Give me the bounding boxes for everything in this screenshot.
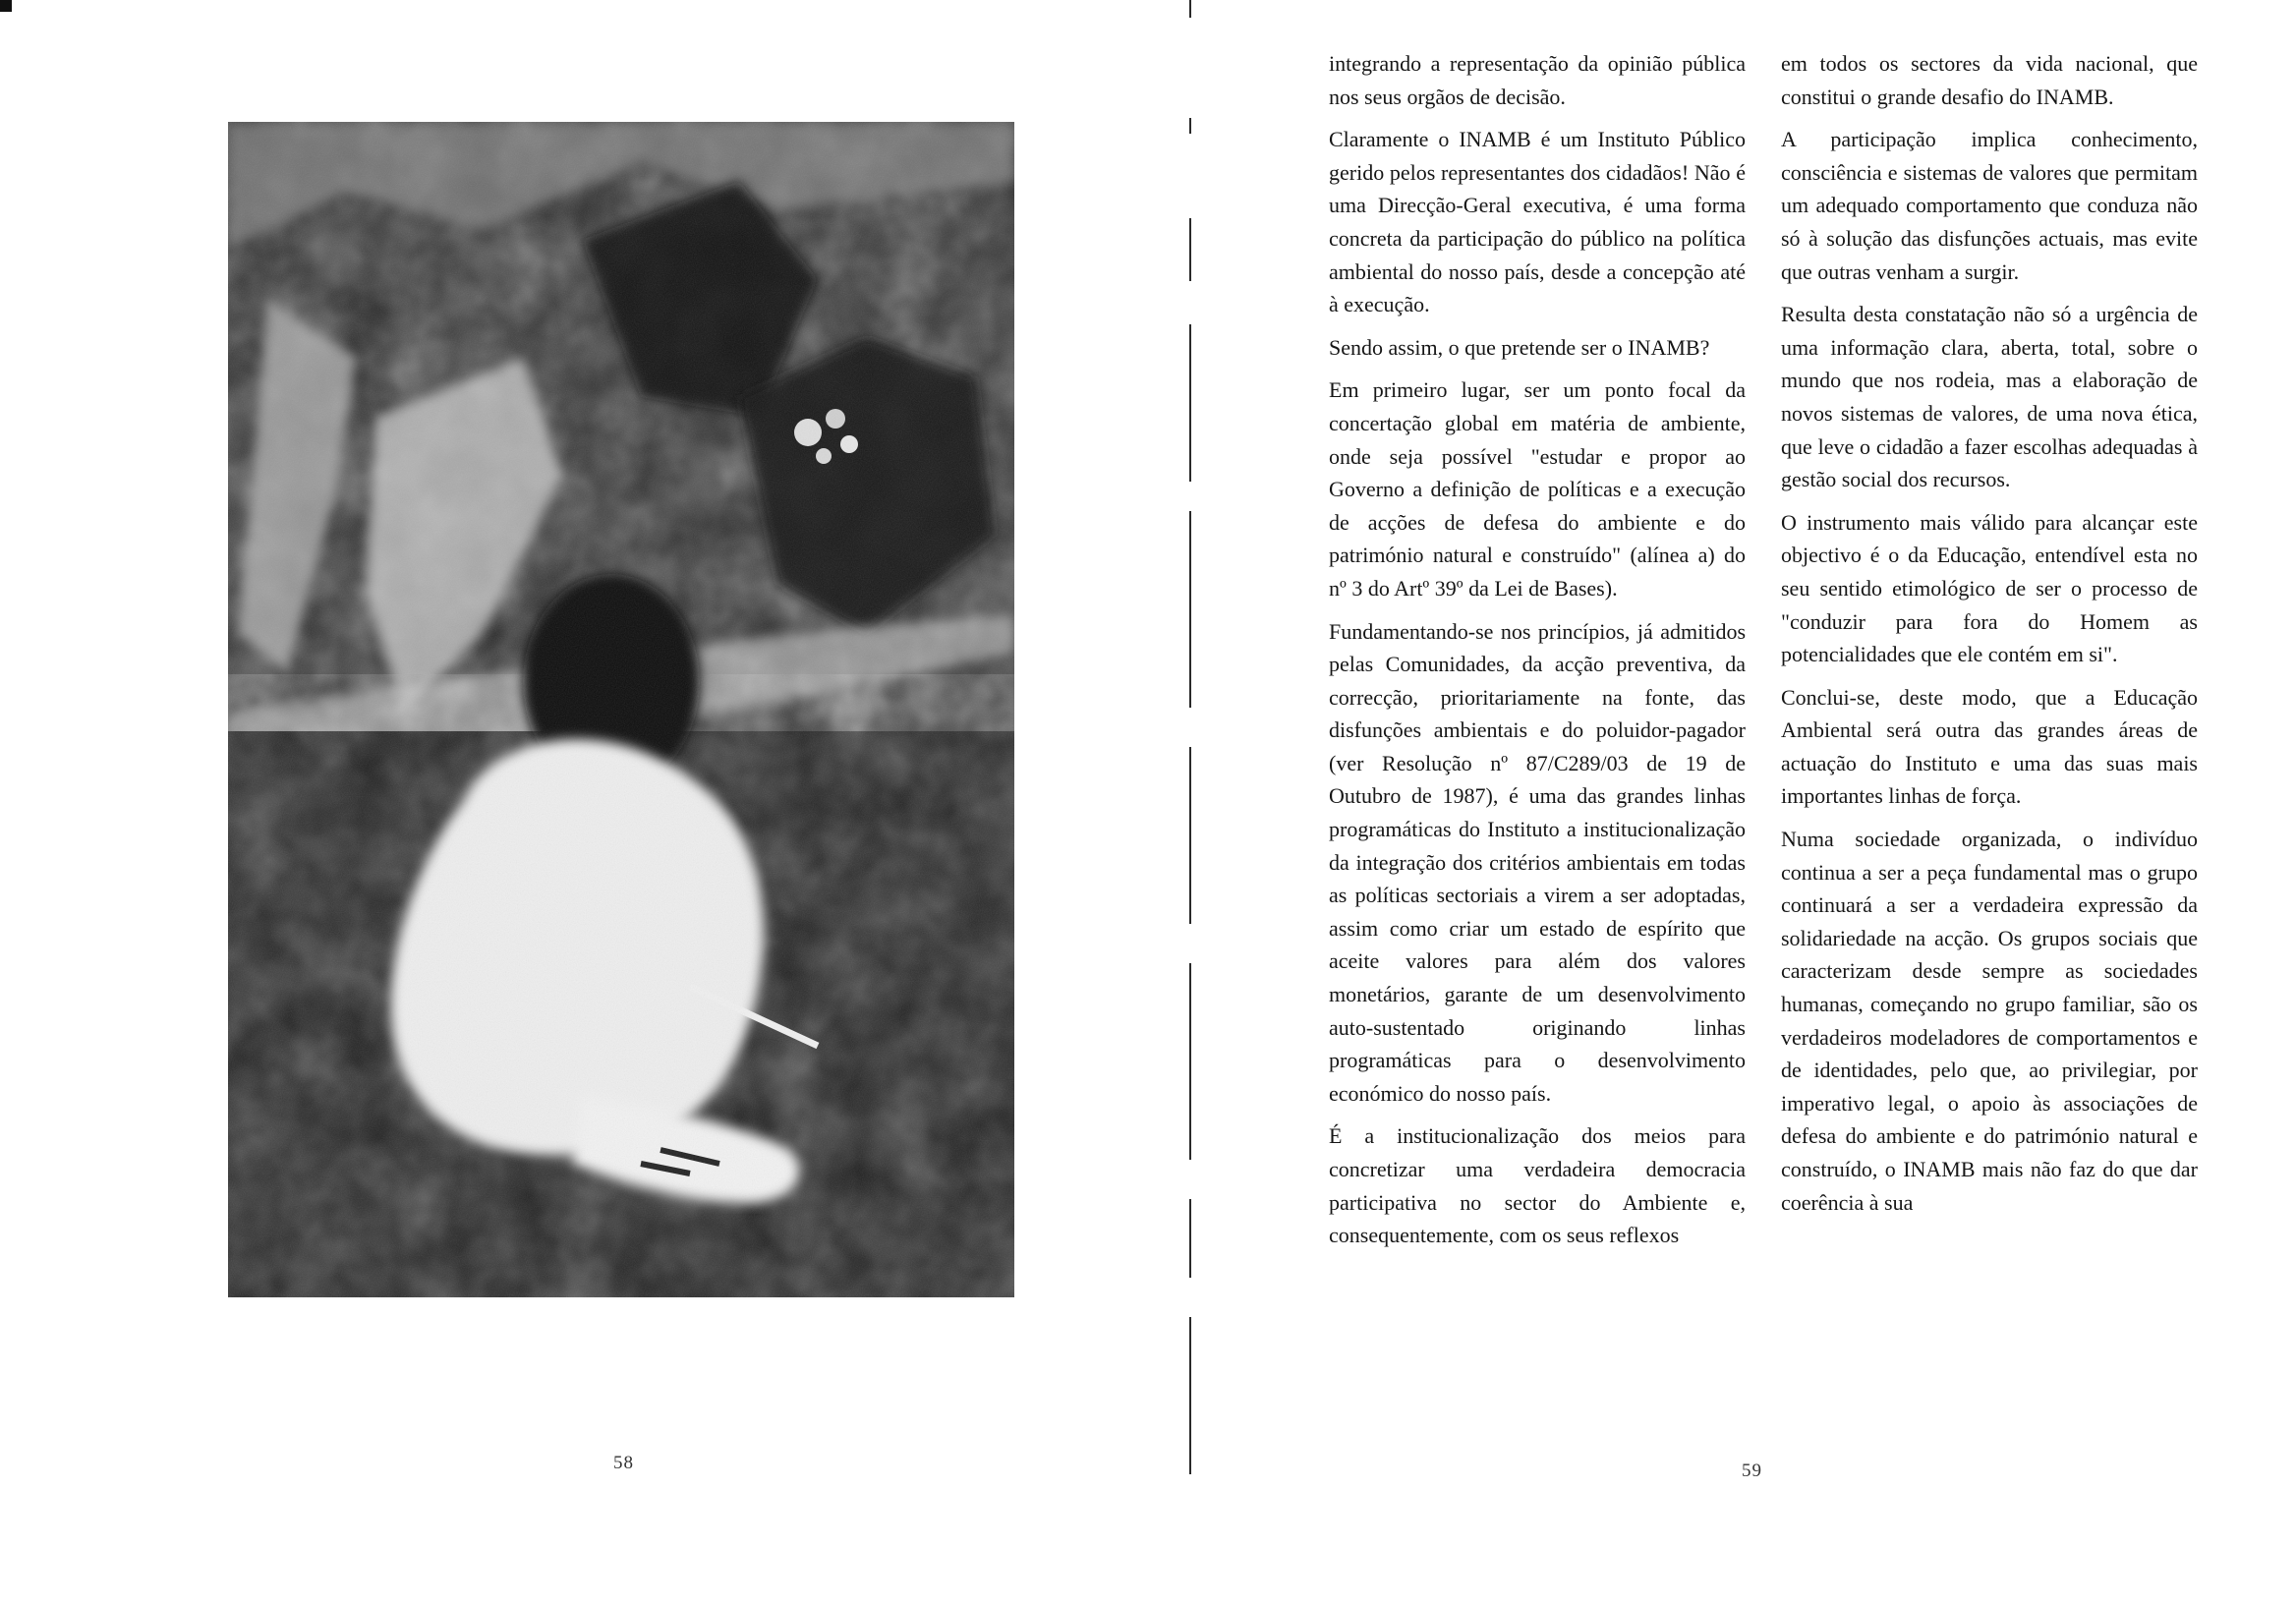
paragraph: Em primeiro lugar, ser um ponto focal da concertação global em matéria de ambiente, onde seja possível "estudar e propor ao Governo a definição de políticas e a execução de acções de defesa do ambiente e do património natural e construído" (alínea a) do nº 3 do Artº 39º da Lei de Bases). xyxy=(1329,377,1746,601)
paragraph: em todos os sectores da vida nacional, que constitui o grande desafio do INAMB. xyxy=(1781,51,2198,109)
paragraph: Claramente o INAMB é um Instituto Público gerido pelos representantes dos cidadãos! Não é uma Direcção-Geral executiva, é uma forma concreta da participação do público na política ambiental do nosso país, desde a concepção até à execução. xyxy=(1329,127,1746,317)
paragraph: Fundamentando-se nos princípios, já admitidos pelas Comunidades, da acção preventiva, da correcção, prioritariamente na fonte, das disfunções ambientais e do poluidor-pagador (ver Resolução nº 87/C289/03 de 19 de Outubro de 1987), é uma das grandes linhas programáticas do Instituto a institucionalização da integração dos critérios ambientais em todas as políticas sectoriais a virem a ser adoptadas, assim como criar um estado de espírito que aceite valores para além dos valores monetários, garante de um desenvolvimento auto-sustentado originando linhas programáticas para o desenvolvimento económico do nosso país. xyxy=(1329,618,1746,1106)
paragraph: É a institucionalização dos meios para concretizar uma verdadeira democracia participativa no sector do Ambiente e, consequentemente, com os seus reflexos xyxy=(1329,1123,1746,1248)
scan-corner-mark xyxy=(0,0,12,12)
gutter-line xyxy=(1189,0,1199,1494)
paragraph: Resulta desta constatação não só a urgência de uma informação clara, aberta, total, sobre o mundo que nos rodeia, mas a elaboração de novos sistemas de valores, de uma nova ética, que leve o cidadão a fazer escolhas adequadas à gestão social dos recursos. xyxy=(1781,302,2198,492)
photograph-child-crouching-on-ground xyxy=(228,122,1014,1297)
text-column-2 xyxy=(1781,47,2198,1229)
page-number-left: 58 xyxy=(613,1453,634,1473)
text-column-1 xyxy=(1329,47,1746,1262)
paragraph: O instrumento mais válido para alcançar este objectivo é o da Educação, entendível esta no seu sentido etimológico de ser o processo de "conduzir para fora do Homem as potencialidades que ele contém em si". xyxy=(1781,509,2198,667)
page-number-right: 59 xyxy=(1742,1461,1762,1481)
paragraph: Conclui-se, deste modo, que a Educação Ambiental será outra das grandes áreas de actuação do Instituto e uma das suas mais importantes linhas de força. xyxy=(1781,684,2198,809)
paragraph: integrando a representação da opinião pública nos seus orgãos de decisão. xyxy=(1329,51,1746,109)
paragraph: A participação implica conhecimento, consciência e sistemas de valores que permitam um adequado comportamento que conduza não só à solução das disfunções actuais, mas evite que outras venham a surgir. xyxy=(1781,127,2198,284)
paragraph: Sendo assim, o que pretende ser o INAMB? xyxy=(1329,334,1710,360)
paragraph: Numa sociedade organizada, o indivíduo continua a ser a peça fundamental mas o grupo continuará a ser a verdadeira expressão da solidariedade na acção. Os grupos sociais que caracterizam desde sempre as sociedades humanas, começando no grupo familiar, são os verdadeiros modeladores de comportamentos e de identidades, pelo que, ao privilegiar, por imperativo legal, o apoio às associações de defesa do ambiente e do património natural e construído, o INAMB mais não faz do que dar coerência à sua xyxy=(1781,827,2198,1215)
